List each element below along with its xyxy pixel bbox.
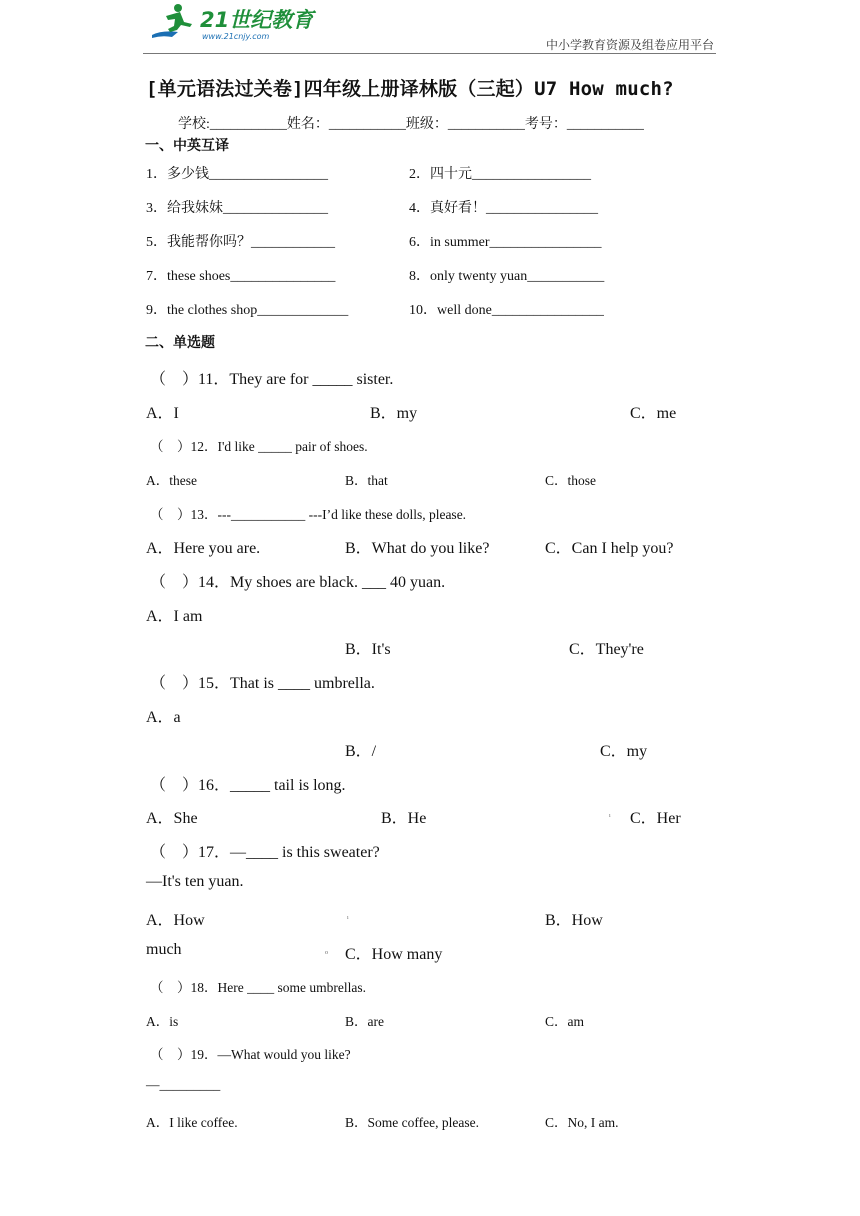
option-b: B．He [381,810,427,827]
translation-item: 5．我能帮你吗？____________ [146,235,335,250]
option-b: B．that [345,473,388,488]
question-stem-12: （ ）12．I'd like _____ pair of shoes. [150,439,368,454]
translation-item: 6．in summer________________ [409,235,602,250]
answer-line: —_________ [146,1077,221,1092]
option-a: A．I am [146,608,203,625]
translation-item: 1．多少钱_________________ [146,167,328,182]
question-stem-17: （ ）17．—____ is this sweater? [150,844,380,861]
option-c: C．How many [345,946,443,963]
option-b: B．It's [345,641,391,658]
option-c: C．They're [569,641,644,658]
question-stem-15: （ ）15．That is ____ umbrella. [150,675,375,692]
question-stem-16: （ ）16．_____ tail is long. [150,777,346,794]
stray-mark: ı [347,915,349,921]
option-c: C．me [630,405,677,422]
translation-item: 3．给我妹妹_______________ [146,201,328,216]
translation-item: 8．only twenty yuan___________ [409,269,605,284]
option-b: B．my [370,405,418,422]
student-info-line: 学校:___________姓名：___________班级：___________考号：___________ [178,117,644,132]
option-a: A．a [146,709,181,726]
site-logo [148,2,318,42]
page-title: [单元语法过关卷]四年级上册译林版（三起）U7 How much? [146,78,674,100]
option-a: A．She [146,810,198,827]
option-b: B．/ [345,743,377,760]
option-b: B．What do you like? [345,540,490,557]
option-b-continued: much [146,941,182,958]
header-divider [143,53,716,54]
option-a: A．Here you are. [146,540,261,557]
question-stem-18: （ ）18．Here ____ some umbrellas. [150,980,366,995]
question-stem-13: （ ）13．---___________ ---I’d like these dolls, please. [150,507,467,522]
translation-item: 10．well done________________ [409,303,604,318]
option-a: A．I like coffee. [146,1115,238,1130]
option-c: C．Her [630,810,681,827]
translation-item: 2．四十元_________________ [409,167,591,182]
option-c: C．am [545,1014,584,1029]
logo-url: www.21cnjy.com [202,32,270,41]
answer-line: —It's ten yuan. [146,873,244,890]
stray-mark: o [325,950,328,956]
option-b: B．are [345,1014,384,1029]
option-c: C．those [545,473,597,488]
option-c: C．No, I am. [545,1115,619,1130]
option-b: B．Some coffee, please. [345,1115,479,1130]
option-a: A．I [146,405,179,422]
question-stem-11: （ ）11．They are for _____ sister. [150,371,394,388]
runner-logo-icon [148,2,318,44]
section-heading-translation: 一、中英互译 [145,138,229,154]
option-a: A．is [146,1014,179,1029]
translation-item: 4．真好看！________________ [409,201,598,216]
stray-mark: ı [609,813,611,819]
option-c: C．Can I help you? [545,540,674,557]
option-c: C．my [600,743,648,760]
option-a: A．these [146,473,197,488]
question-stem-14: （ ）14．My shoes are black. ___ 40 yuan. [150,574,446,591]
question-stem-19: （ ）19．—What would you like? [150,1047,351,1062]
section-heading-choice: 二、单选题 [145,335,215,351]
option-a: A．How [146,912,205,929]
translation-item: 9．the clothes shop_____________ [146,303,349,318]
translation-item: 7．these shoes_______________ [146,269,336,284]
platform-label: 中小学教育资源及组卷应用平台 [545,38,714,52]
logo-text: 21世纪教育 [200,8,314,32]
option-b: B．How [545,912,603,929]
